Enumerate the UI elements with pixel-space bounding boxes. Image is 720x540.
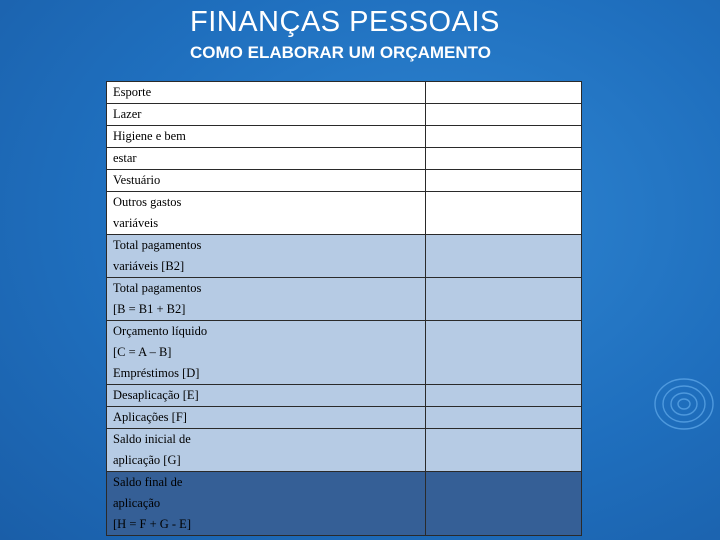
table-row <box>107 278 582 321</box>
row-value-cell <box>425 192 581 235</box>
row-label-cell <box>107 278 426 321</box>
table-row <box>107 148 582 170</box>
row-label-line: aplicação [G] <box>113 453 181 467</box>
row-label-cell <box>107 192 426 235</box>
row-label-cell <box>107 407 426 429</box>
row-value-cell <box>425 278 581 321</box>
table-row <box>107 429 582 472</box>
water-ripple-decoration <box>652 372 716 436</box>
table-row <box>107 385 582 407</box>
row-label-line: Aplicações [F] <box>113 410 187 424</box>
row-label-line: [B = B1 + B2] <box>113 302 186 316</box>
row-value-cell <box>425 170 581 192</box>
table-row <box>107 192 582 235</box>
table-row <box>107 82 582 104</box>
row-value-cell <box>425 321 581 385</box>
row-label-line: [C = A – B] <box>113 345 172 359</box>
budget-table <box>106 81 582 536</box>
row-value-cell <box>425 104 581 126</box>
row-value-cell <box>425 82 581 104</box>
row-label-line: Outros gastos <box>113 195 182 209</box>
row-label-line: Desaplicação [E] <box>113 388 199 402</box>
row-label-line: Higiene e bem <box>113 129 186 143</box>
budget-table-body <box>107 82 582 536</box>
row-value-cell <box>425 126 581 148</box>
table-row <box>107 472 582 536</box>
row-label-cell <box>107 148 426 170</box>
row-label-line: [H = F + G - E] <box>113 517 191 531</box>
row-label-cell <box>107 321 426 385</box>
row-label-line: Total pagamentos <box>113 238 202 252</box>
row-value-cell <box>425 148 581 170</box>
row-label-line: Saldo final de <box>113 475 183 489</box>
row-label-line: aplicação <box>113 496 161 510</box>
table-row <box>107 126 582 148</box>
row-label-cell <box>107 235 426 278</box>
row-label-cell <box>107 126 426 148</box>
row-label-line: Empréstimos [D] <box>113 366 200 380</box>
table-row <box>107 321 582 385</box>
row-label-line: Esporte <box>113 85 152 99</box>
row-label-line: Saldo inicial de <box>113 432 191 446</box>
table-row <box>107 235 582 278</box>
row-label-line: Lazer <box>113 107 142 121</box>
table-row <box>107 407 582 429</box>
row-value-cell <box>425 472 581 536</box>
table-row <box>107 170 582 192</box>
row-label-cell <box>107 472 426 536</box>
row-value-cell <box>425 235 581 278</box>
row-label-line: variáveis <box>113 216 159 230</box>
row-label-cell <box>107 82 426 104</box>
budget-table-container <box>106 81 582 531</box>
row-label-line: estar <box>113 151 137 165</box>
row-value-cell <box>425 429 581 472</box>
table-row <box>107 104 582 126</box>
row-label-cell <box>107 170 426 192</box>
slide-title: FINANÇAS PESSOAIS <box>190 6 500 38</box>
row-value-cell <box>425 385 581 407</box>
row-label-line: Vestuário <box>113 173 161 187</box>
row-label-cell <box>107 385 426 407</box>
row-label-cell <box>107 104 426 126</box>
row-label-line: variáveis [B2] <box>113 259 185 273</box>
row-value-cell <box>425 407 581 429</box>
row-label-line: Orçamento líquido <box>113 324 208 338</box>
row-label-line: Total pagamentos <box>113 281 202 295</box>
row-label-cell <box>107 429 426 472</box>
slide-subtitle: COMO ELABORAR UM ORÇAMENTO <box>190 43 491 62</box>
